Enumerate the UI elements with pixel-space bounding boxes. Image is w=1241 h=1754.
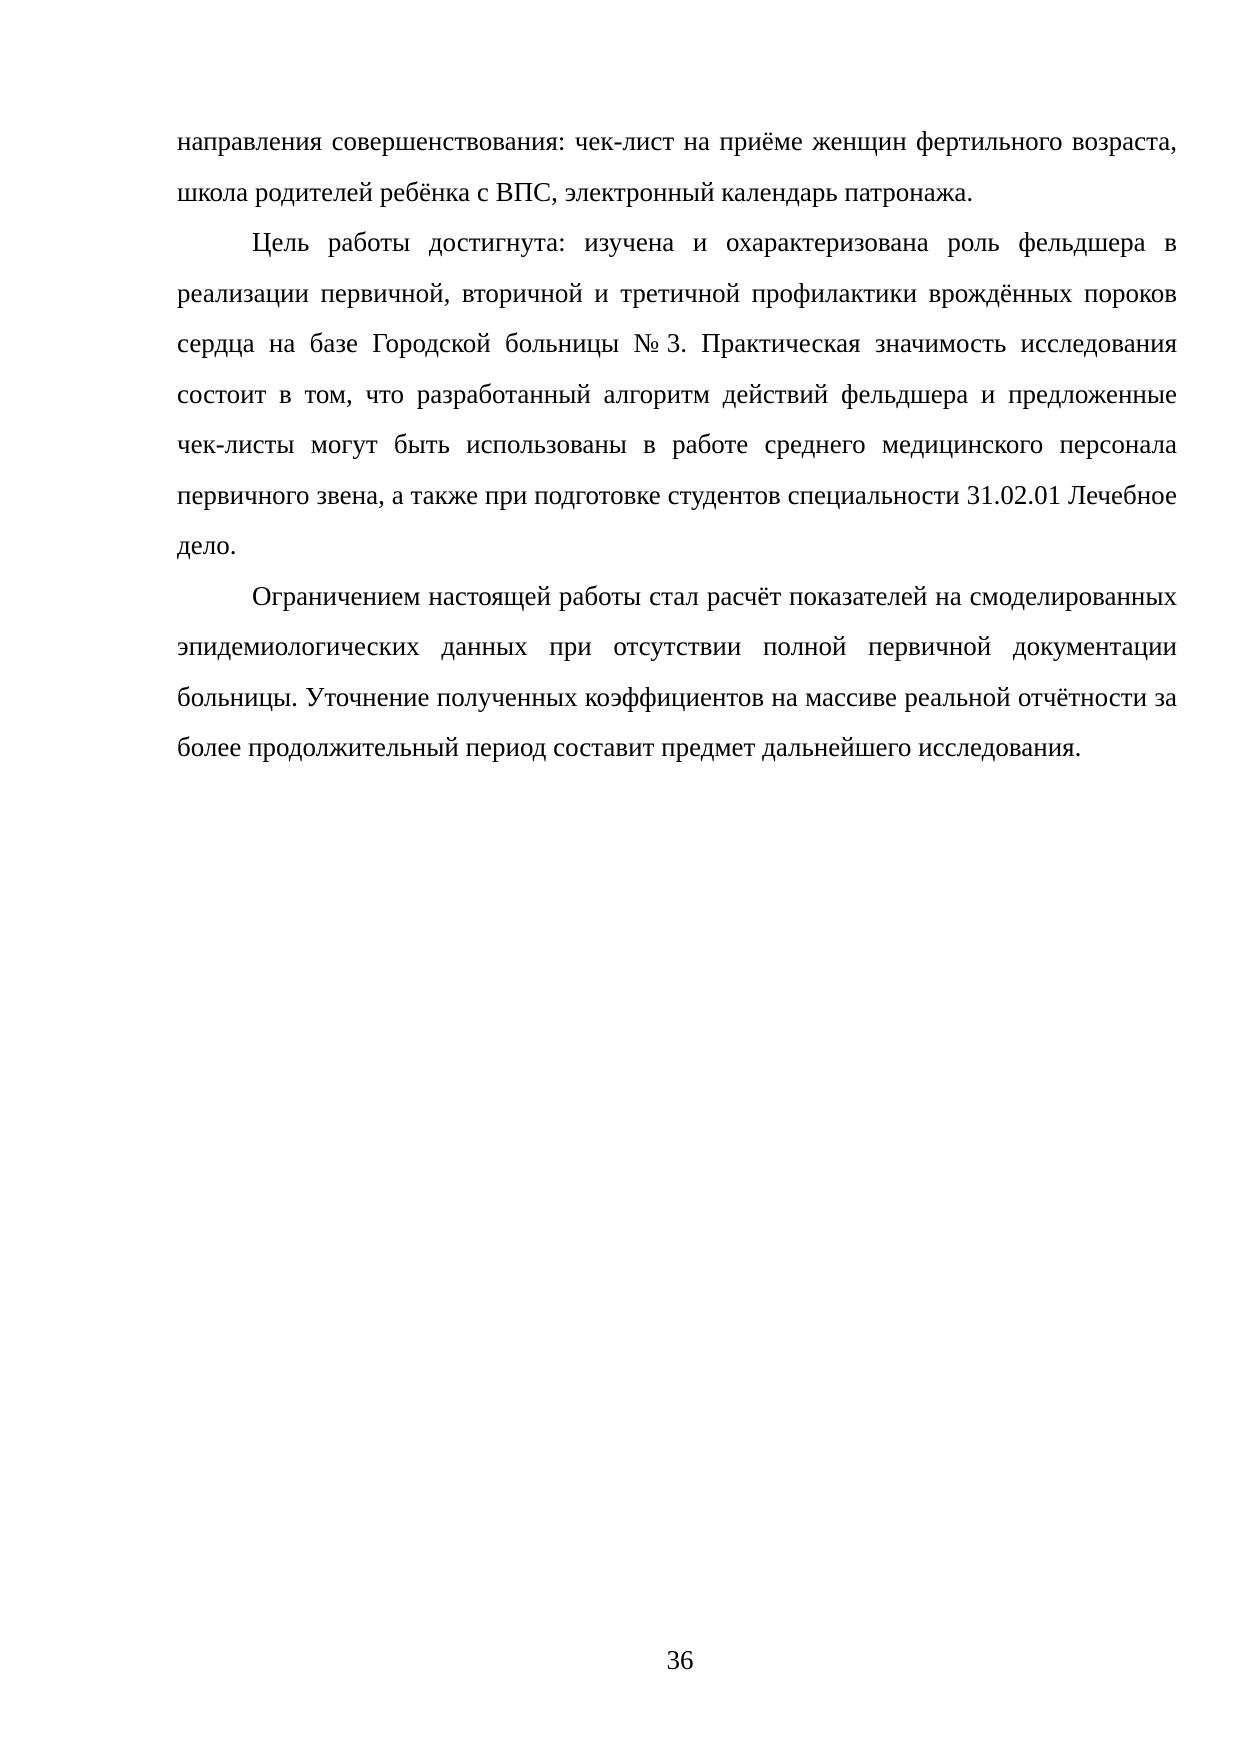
paragraph-continuation: направления совершенствования: чек-лист на приёме женщин фертильного возраста, школа родителей ребёнка с ВПС, электронный календарь патронажа. [177, 126, 1177, 207]
page-number: 36 [666, 1645, 694, 1675]
paragraph-limitations: Ограничением настоящей работы стал расчёт показателей на смоделированных эпидемиологических данных при отсутствии полной первичной документации больницы. Уточнение полученных коэффициентов на массиве реальной отчётности за более продолжительный период составит предмет дальнейшего исследования. [177, 580, 1177, 762]
paragraph-conclusion-goal: Цель работы достигнута: изучена и охарактеризована роль фельдшера в реализации первичной, вторичной и третичной профилактики врождённых пороков сердца на базе Городской больницы №3. Практическая значимость исследования состоит в том, что разработанный алгоритм действий фельдшера и предложенные чек-листы могут быть использованы в работе среднего медицинского персонала первичного звена, а также при подготовке студентов специальности 31.02.01 Лечебное дело. [177, 227, 1177, 560]
page-body [177, 116, 1177, 773]
